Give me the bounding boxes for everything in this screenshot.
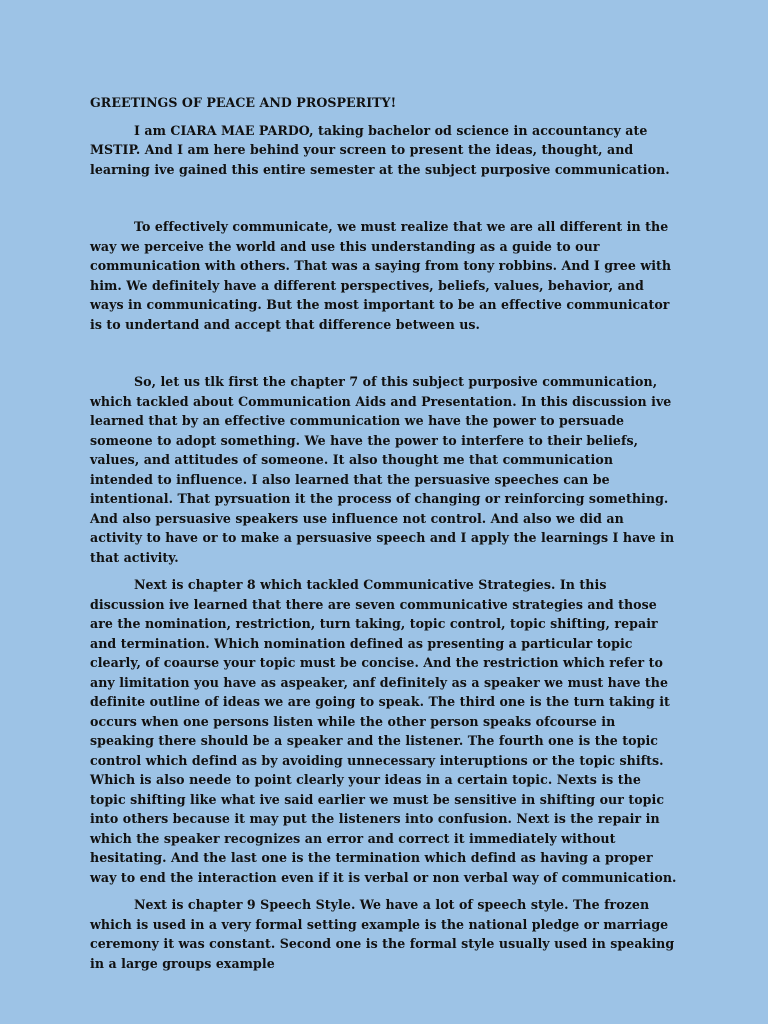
document-heading: GREETINGS OF PEACE AND PROSPERITY! [90,95,397,110]
paragraph-chapter-8: Next is chapter 8 which tackled Communicative Strategies. In this discussion ive learned that there are seven communicative strategies and those are the nomination, restriction, turn taking, topic control, topic shifting, repair and termination. Which nomination defined as presenting a particular topic clearly, of coaurse your topic must be concise. And the restriction which refer to any limitation you have as aspeaker, anf definitely as a speaker we must have the definite outline of ideas we are going to speak. The third one is the turn taking it occurs when one persons listen while the other person speaks ofcourse in speaking there should be a speaker and the listener. The fourth one is the topic control which defind as by avoiding unnecessary interuptions or the topic shifts. Which is also neede to point clearly your ideas in a certain topic. Nexts is the topic shifting like what ive said earlier we must be sensitive in shifting our topic into others because it may put the listeners into confusion. Next is the repair in which the speaker recognizes an error and correct it immediately without hesitating. And the last one is the termination which defind as having a proper way to end the interaction even if it is verbal or non verbal way of communication. [90,577,677,885]
paragraph-communication-quote: To effectively communicate, we must realize that we are all different in the way we perceive the world and use this understanding as a guide to our communication with others. That was a saying from tony robbins. And I gree with him. We definitely have a different perspectives, beliefs, values, behavior, and ways in communicating. But the most important to be an effective communicator is to undertand and accept that difference between us. [90,219,672,332]
paragraph-intro: I am CIARA MAE PARDO, taking bachelor od science in accountancy ate MSTIP. And I am here behind your screen to present the ideas, thought, and learning ive gained this entire semester at the subject purposive communication. [90,122,670,177]
paragraph-chapter-9: Next is chapter 9 Speech Style. We have a lot of speech style. The frozen which is used in a very formal setting example is the national pledge or marriage ceremony it was constant. Second one is the formal style usually used in speaking in a large groups example [90,897,675,971]
paragraph-chapter-7: So, let us tlk first the chapter 7 of this subject purposive communication, which tackled about Communication Aids and Presentation. In this discussion ive learned that by an effective communication we have the power to persuade someone to adopt something. We have the power to interfere to their beliefs, values, and attitudes of someone. It also thought me that communication intended to influence. I also learned that the persuasive speeches can be intentional. That pyrsuation it the process of changing or reinforcing something. And also persuasive speakers use influence not control. And also we did an activity to have or to make a persuasive speech and I apply the learnings I have in that activity. [90,374,675,565]
